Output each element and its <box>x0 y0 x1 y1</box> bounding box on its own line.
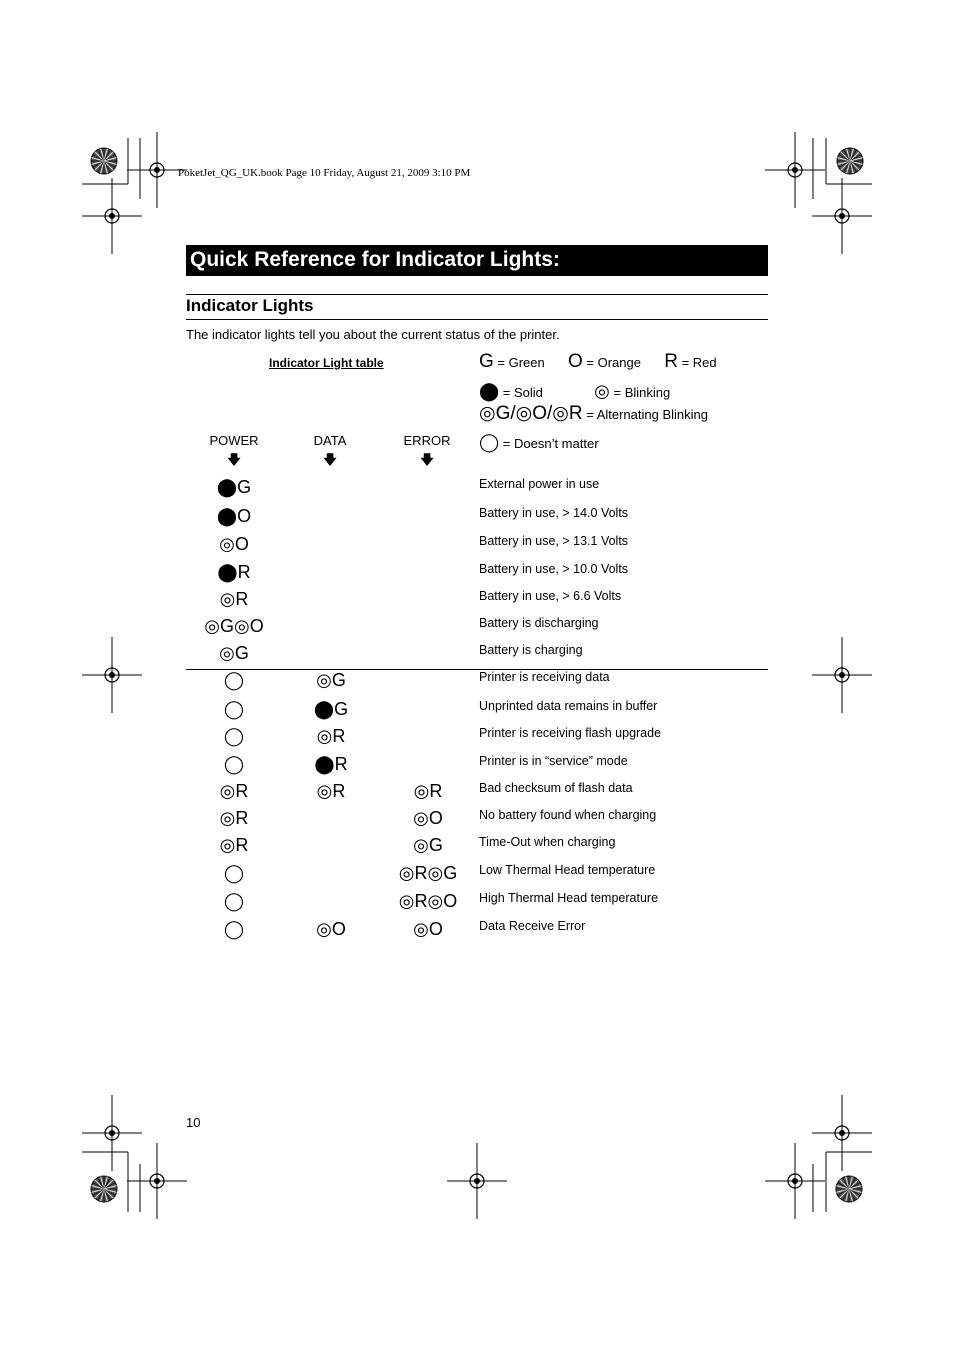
status-description: External power in use <box>479 477 600 491</box>
status-description: Time-Out when charging <box>479 835 616 849</box>
registration-dot <box>839 672 845 678</box>
status-description: No battery found when charging <box>479 808 657 822</box>
legend-alternating <box>479 402 708 425</box>
indicator-power-cell: ◯ <box>223 754 245 774</box>
table-caption: Indicator Light table <box>269 356 384 370</box>
indicator-power-cell: ◎R <box>219 589 249 609</box>
indicator-error-cell: ◎R◎G <box>398 863 458 883</box>
section-rule-top <box>186 294 768 295</box>
indicator-error-cell: ◎G <box>413 835 443 855</box>
indicator-data-cell: ◎G <box>316 670 346 690</box>
legend-colors <box>479 351 717 373</box>
legend-orange-symbol: O <box>568 351 583 372</box>
registration-dot <box>109 213 115 219</box>
indicator-power-cell: ◯ <box>223 699 245 719</box>
registration-dot <box>109 1130 115 1136</box>
section-heading: Indicator Lights <box>186 296 314 315</box>
legend-green-symbol: G <box>479 351 494 372</box>
legend-solid-text: = Solid <box>502 385 543 400</box>
registration-dot <box>474 1178 480 1184</box>
legend-orange-text: = Orange <box>586 355 641 370</box>
arrow-down-icon: 🡇 <box>323 452 337 467</box>
indicator-error-cell: ◎R◎O <box>398 891 458 911</box>
legend-blinking-text: = Blinking <box>613 385 671 400</box>
legend-red-symbol: R <box>664 351 678 372</box>
page-number: 10 <box>186 1115 201 1130</box>
book-file-info: PoketJet_QG_UK.book Page 10 Friday, August 21, 2009 3:10 PM <box>178 167 471 179</box>
indicator-error-cell: ◎O <box>413 919 443 939</box>
registration-dot <box>792 1178 798 1184</box>
blinking-circle-icon: ◎ <box>594 381 610 401</box>
indicator-power-cell: ◯ <box>223 891 245 911</box>
indicator-power-cell: ◯ <box>223 670 245 690</box>
legend-red-text: = Red <box>681 355 717 370</box>
column-header-power: POWER <box>209 433 259 448</box>
status-description: High Thermal Head temperature <box>479 891 659 905</box>
registration-dot <box>109 672 115 678</box>
status-description: Unprinted data remains in buffer <box>479 699 658 713</box>
indicator-power-cell: ◎R <box>219 781 249 801</box>
legend-alternating-text: = Alternating Blinking <box>586 407 708 422</box>
indicator-power-cell: ◯ <box>223 919 245 939</box>
legend-alternating-symbol: ◎G/◎O/◎R <box>479 403 583 424</box>
indicator-data-cell: ⬤R <box>314 754 348 774</box>
table-divider <box>186 669 768 670</box>
status-description: Battery in use, > 13.1 Volts <box>479 534 629 548</box>
registration-dot <box>154 1178 160 1184</box>
column-header-data: DATA <box>313 433 347 448</box>
status-description: Printer is receiving flash upgrade <box>479 726 662 740</box>
legend-doesnt-matter-text: = Doesn’t matter <box>502 436 599 451</box>
indicator-power-cell: ◎R <box>219 808 249 828</box>
indicator-power-cell: ◎G◎O <box>204 616 264 636</box>
status-description: Printer is in “service” mode <box>479 754 628 768</box>
solid-dot-icon: ⬤ <box>479 381 500 401</box>
indicator-power-cell: ◎O <box>219 534 249 554</box>
indicator-power-cell: ⬤G <box>216 477 252 497</box>
indicator-data-cell: ◎R <box>316 781 346 801</box>
indicator-error-cell: ◎O <box>413 808 443 828</box>
status-description: Low Thermal Head temperature <box>479 863 656 877</box>
status-description: Battery is charging <box>479 643 583 657</box>
status-description: Battery in use, > 6.6 Volts <box>479 589 622 603</box>
indicator-power-cell: ◎G <box>219 643 249 663</box>
indicator-power-cell: ⬤O <box>216 506 252 526</box>
status-description: Printer is receiving data <box>479 670 610 684</box>
legend-green-text: = Green <box>497 355 545 370</box>
indicator-power-cell: ⬤R <box>217 562 251 582</box>
legend-doesnt-matter <box>479 432 599 453</box>
status-description: Data Receive Error <box>479 919 586 933</box>
indicator-data-cell: ⬤G <box>313 699 349 719</box>
status-description: Battery is discharging <box>479 616 599 630</box>
registration-dot <box>154 167 160 173</box>
status-description: Bad checksum of flash data <box>479 781 633 795</box>
indicator-error-cell: ◎R <box>413 781 443 801</box>
page-title: Quick Reference for Indicator Lights: <box>190 248 560 271</box>
registration-dot <box>792 167 798 173</box>
indicator-power-cell: ◯ <box>223 726 245 746</box>
column-header-error: ERROR <box>403 433 451 448</box>
indicator-power-cell: ◎R <box>219 835 249 855</box>
indicator-power-cell: ◯ <box>223 863 245 883</box>
intro-text: The indicator lights tell you about the current status of the printer. <box>186 327 560 342</box>
arrow-down-icon: 🡇 <box>227 452 241 467</box>
arrow-down-icon: 🡇 <box>420 452 434 467</box>
status-description: Battery in use, > 14.0 Volts <box>479 506 629 520</box>
page-title-bar <box>186 245 768 276</box>
indicator-data-cell: ◎R <box>316 726 346 746</box>
legend-modes <box>479 381 670 402</box>
indicator-data-cell: ◎O <box>316 919 346 939</box>
registration-dot <box>839 213 845 219</box>
registration-dot <box>839 1130 845 1136</box>
empty-circle-icon: ◯ <box>479 432 500 452</box>
status-description: Battery in use, > 10.0 Volts <box>479 562 629 576</box>
section-rule-bottom <box>186 319 768 320</box>
